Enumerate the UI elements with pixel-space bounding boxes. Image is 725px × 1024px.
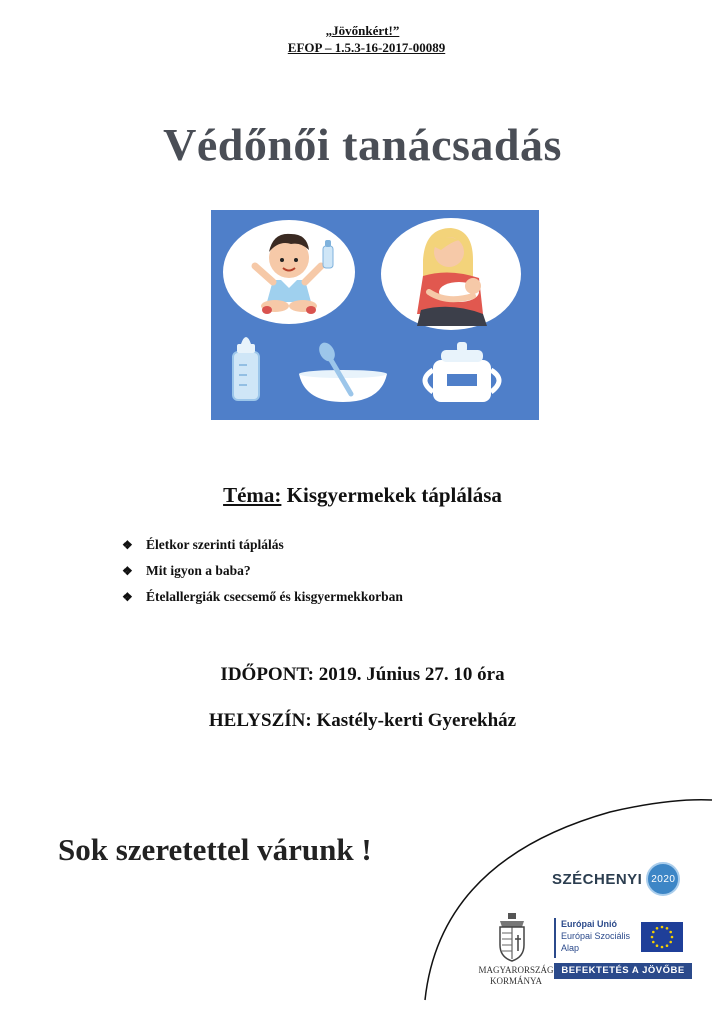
- list-item: ❖ Mit igyon a baba?: [122, 558, 403, 584]
- welcome-message: Sok szeretettel várunk !: [58, 832, 372, 867]
- bullet-icon: ❖: [122, 590, 133, 604]
- bowl-spoon-icon: [299, 340, 387, 402]
- event-time: [0, 664, 725, 686]
- list-item: ❖ Életkor szerinti táplálás: [122, 532, 403, 558]
- sippy-cup-icon: [425, 342, 499, 402]
- illustration-graphic: [211, 210, 539, 420]
- baby-feeding-illustration: [211, 210, 539, 420]
- szechenyi-text: SZÉCHENYI: [552, 870, 643, 888]
- place-value: Kastély-kerti Gyerekház: [316, 710, 517, 731]
- hungarian-crest-icon: [496, 913, 528, 963]
- place-label: HELYSZÍN:: [208, 710, 312, 731]
- list-item: ❖ Ételallergiák csecsemő és kisgyermekkorban: [122, 584, 403, 610]
- bullet-icon: ❖: [122, 538, 133, 552]
- time-value: 2019. Június 27. 10 óra: [318, 664, 505, 685]
- event-place: [0, 710, 725, 732]
- government-label: MAGYARORSZÁG KORMÁNYA: [478, 965, 554, 986]
- year-badge: 2020: [646, 862, 680, 896]
- eu-label: Európai Unió Európai Szociális Alap: [554, 918, 690, 958]
- header: [0, 22, 725, 56]
- topic-label: Téma:: [223, 483, 282, 507]
- page-title: Védőnői tanácsadás: [163, 119, 562, 170]
- project-code: EFOP – 1.5.3-16-2017-00089: [287, 40, 446, 55]
- baby-bottle-icon: [233, 337, 259, 400]
- slogan: „Jövőnkért!”: [325, 23, 400, 38]
- eu-flag-icon: [641, 922, 683, 952]
- time-label: IDŐPONT:: [220, 664, 315, 685]
- topic: [0, 483, 725, 508]
- topic-list: [122, 532, 403, 610]
- topic-value: Kisgyermekek táplálása: [286, 483, 502, 507]
- bullet-icon: ❖: [122, 564, 133, 578]
- szechenyi-logo: [552, 862, 680, 896]
- investment-banner: BEFEKTETÉS A JÖVŐBE: [554, 963, 692, 979]
